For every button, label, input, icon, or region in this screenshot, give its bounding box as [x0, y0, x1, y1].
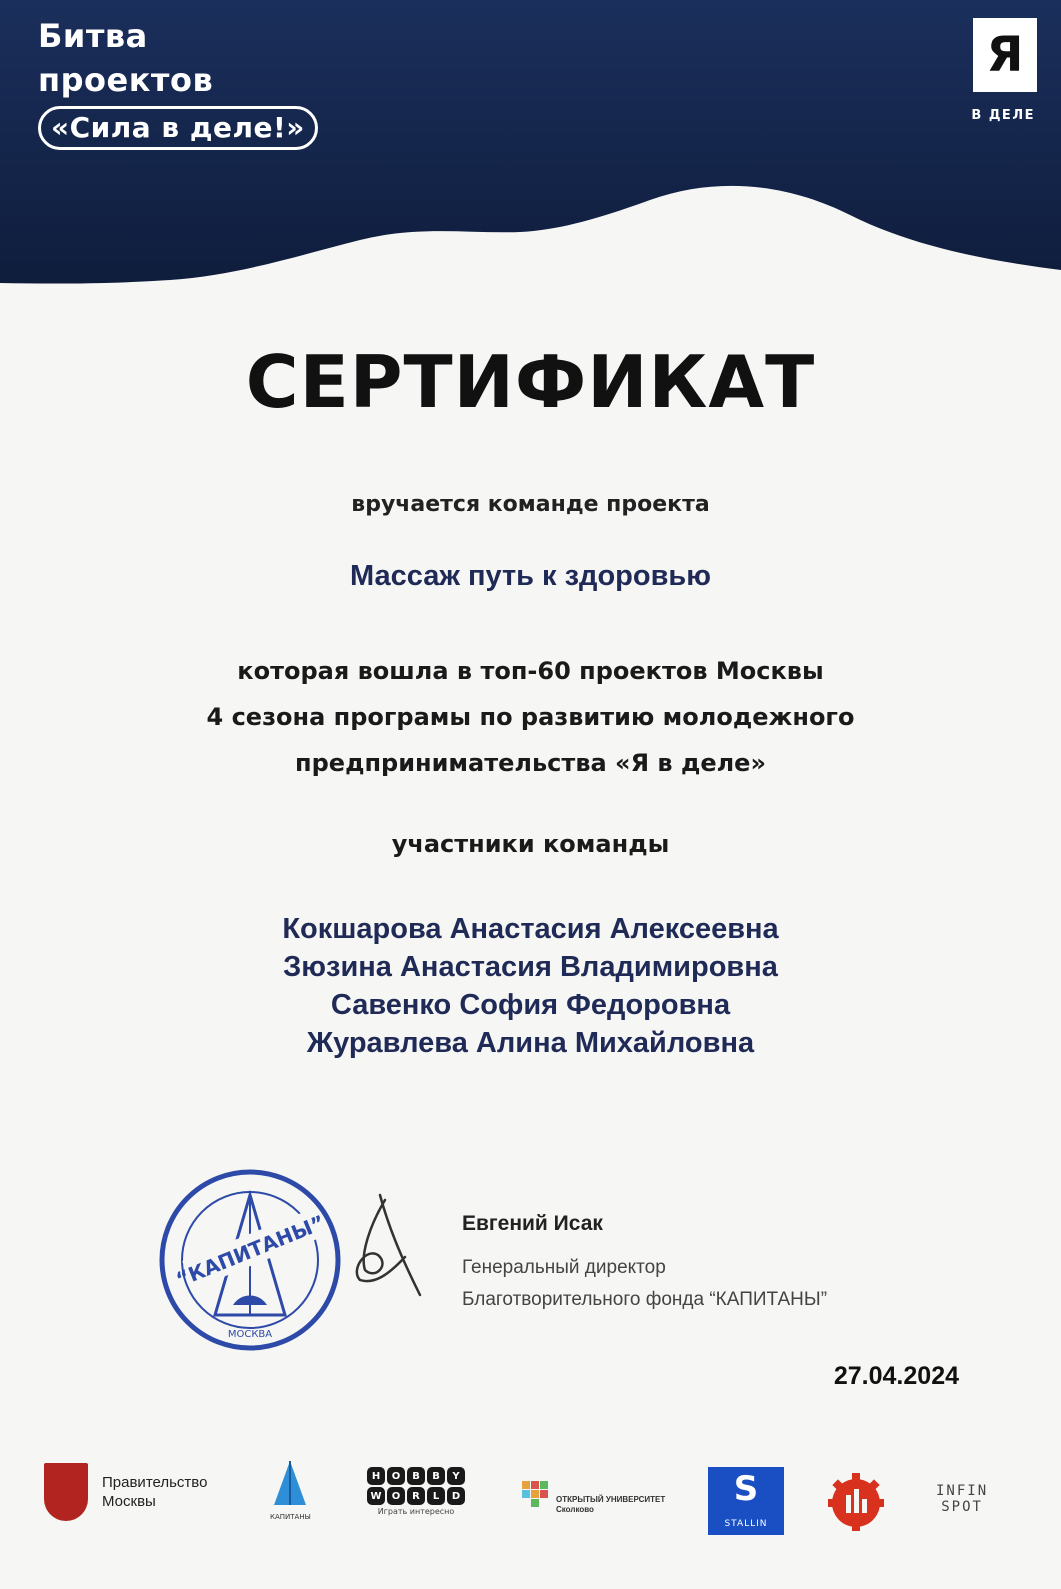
- handwritten-signature: [330, 1185, 440, 1305]
- header-title: [38, 14, 318, 150]
- signatory-block: [462, 1212, 827, 1316]
- infinspot-line1: INFIN: [936, 1483, 989, 1499]
- certificate-date: 27.04.2024: [833, 1362, 959, 1390]
- infinspot-logo: [936, 1483, 988, 1515]
- hobby-row-bottom: [352, 1487, 480, 1505]
- moscow-emblem-icon: [44, 1463, 88, 1521]
- svg-text:“КАПИТАНЫ”: “КАПИТАНЫ”: [172, 1210, 329, 1292]
- member-name: Савенко София Федоровна: [330, 989, 731, 1021]
- ya-v-dele-logo: Я: [973, 18, 1037, 92]
- header-title-line1: Битва: [38, 17, 148, 55]
- certificate-description: [120, 648, 941, 786]
- capitany-stamp: [155, 1165, 345, 1355]
- open-university-text: [556, 1495, 665, 1515]
- moscow-government-text: [102, 1473, 207, 1511]
- members-list: [0, 910, 1061, 1062]
- header-banner: [0, 0, 1061, 300]
- header-pill: «Сила в деле!»: [38, 106, 318, 150]
- open-university-icon: [520, 1479, 550, 1509]
- stallin-s-icon: S: [733, 1469, 759, 1509]
- member-name: Журавлева Алина Михайловна: [306, 1027, 755, 1059]
- ya-v-dele-caption: В ДЕЛЕ: [971, 108, 1035, 123]
- certificate-title: СЕРТИФИКАТ: [245, 340, 816, 424]
- infinspot-line2: SPOT: [941, 1499, 983, 1515]
- hobby-letter: W: [367, 1487, 385, 1505]
- moscow-line1: Правительство: [102, 1474, 208, 1491]
- open-univ-line2: Сколково: [556, 1505, 594, 1514]
- open-university-logo: [520, 1473, 665, 1515]
- moscow-line2: Москвы: [102, 1493, 156, 1510]
- member-name: Кокшарова Анастасия Алексеевна: [282, 913, 779, 945]
- stallin-text: STALLIN: [724, 1519, 768, 1529]
- members-label: участники команды: [391, 830, 670, 858]
- description-line: которая вошла в топ-60 проектов Москвы: [237, 657, 824, 685]
- hobby-letter: Y: [447, 1467, 465, 1485]
- description-line: предпринимательства «Я в деле»: [295, 749, 766, 777]
- svg-text:МОСКВА: МОСКВА: [227, 1329, 273, 1340]
- header-title-line2: проектов: [38, 61, 214, 99]
- hobby-letter: O: [387, 1467, 405, 1485]
- hobby-letter: R: [407, 1487, 425, 1505]
- project-name: Массаж путь к здоровью: [349, 560, 712, 592]
- hobby-letter: B: [407, 1467, 425, 1485]
- hobby-world-logo: [352, 1467, 480, 1516]
- member-name: Зюзина Анастасия Владимировна: [283, 951, 778, 983]
- stallin-logo: [708, 1467, 784, 1535]
- hobby-letter: B: [427, 1467, 445, 1485]
- hobby-letter: H: [367, 1467, 385, 1485]
- red-gear-logo-icon: [826, 1471, 886, 1531]
- description-line: 4 сезона програмы по развитию молодежного: [206, 703, 855, 731]
- hobby-row-top: [352, 1467, 480, 1485]
- capitany-caption: КАПИТАНЫ: [270, 1513, 311, 1521]
- open-univ-line1: ОТКРЫТЫЙ УНИВЕРСИТЕТ: [556, 1495, 666, 1504]
- hobby-letter: O: [387, 1487, 405, 1505]
- certificate-subtitle: вручается команде проекта: [351, 492, 710, 517]
- hobby-world-caption: Играть интересно: [377, 1507, 455, 1516]
- moscow-government-logo: [44, 1463, 207, 1521]
- capitany-logo: [270, 1459, 310, 1521]
- hobby-letter: D: [447, 1487, 465, 1505]
- capitany-sail-icon: [270, 1459, 310, 1511]
- signatory-role-line2: Благотворительного фонда “КАПИТАНЫ”: [462, 1289, 828, 1310]
- signatory-role-line1: Генеральный директор: [462, 1257, 666, 1278]
- hobby-letter: L: [427, 1487, 445, 1505]
- signatory-name: Евгений Исак: [462, 1212, 603, 1235]
- partners-footer: [0, 1455, 1061, 1555]
